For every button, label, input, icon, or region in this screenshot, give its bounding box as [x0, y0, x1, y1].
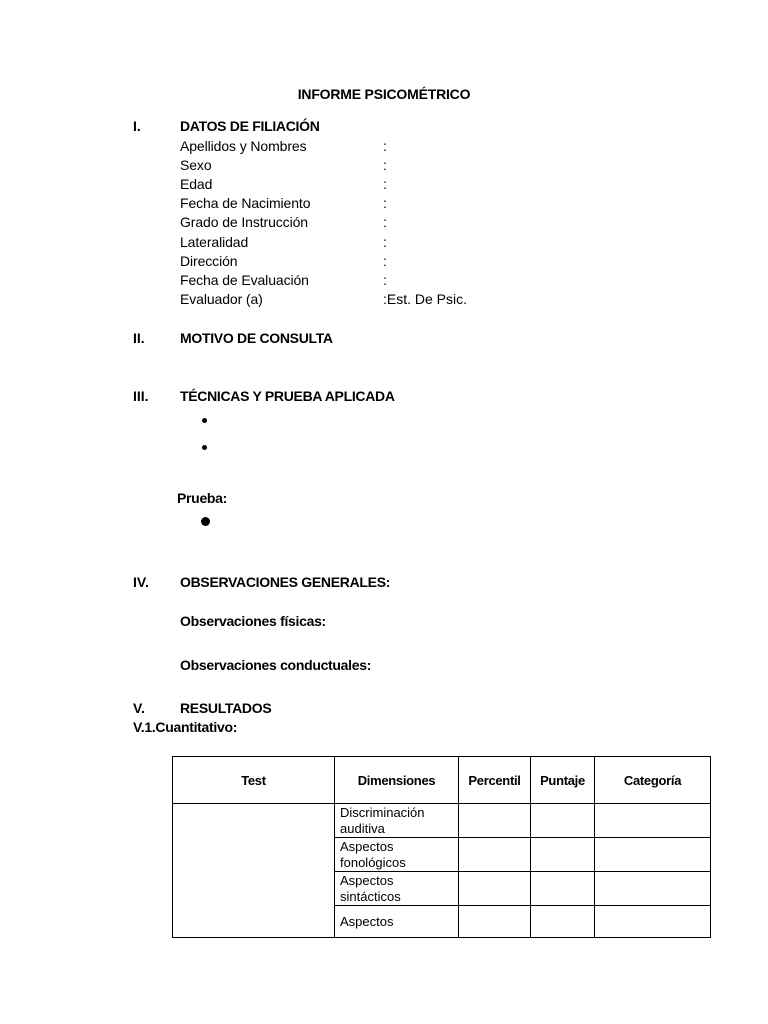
prueba-label: Prueba:	[177, 490, 228, 506]
categoria-cell	[595, 804, 711, 838]
percentil-cell	[459, 838, 531, 872]
header-dimensiones: Dimensiones	[335, 757, 459, 804]
dimension-cell: Discriminación auditiva	[335, 804, 459, 838]
field-label-fecha-evaluacion: Fecha de Evaluación	[180, 272, 309, 288]
bullet-icon	[202, 445, 207, 450]
field-label-sexo: Sexo	[180, 157, 212, 173]
section-2-title: MOTIVO DE CONSULTA	[180, 330, 333, 346]
field-value-lateralidad: :	[383, 234, 387, 250]
field-label-grado-instruccion: Grado de Instrucción	[180, 214, 308, 230]
puntaje-cell	[531, 906, 595, 938]
categoria-cell	[595, 838, 711, 872]
field-label-fecha-nacimiento: Fecha de Nacimiento	[180, 195, 311, 211]
field-value-grado-instruccion: :	[383, 214, 387, 230]
field-value-direccion: :	[383, 253, 387, 269]
dimension-cell: Aspectos fonológicos	[335, 838, 459, 872]
section-4-title: OBSERVACIONES GENERALES:	[180, 574, 391, 590]
observaciones-conductuales-label: Observaciones conductuales:	[180, 657, 372, 673]
puntaje-cell	[531, 838, 595, 872]
field-value-evaluador: :Est. De Psic.	[383, 291, 468, 307]
field-label-edad: Edad	[180, 176, 213, 192]
field-value-fecha-evaluacion: :	[383, 272, 387, 288]
results-table	[172, 756, 711, 938]
field-value-sexo: :	[383, 157, 387, 173]
field-label-apellidos: Apellidos y Nombres	[180, 138, 307, 154]
bullet-icon	[201, 517, 210, 526]
field-label-lateralidad: Lateralidad	[180, 234, 249, 250]
cuantitativo-subtitle: V.1.Cuantitativo:	[133, 719, 238, 735]
dimension-cell: Aspectos sintácticos	[335, 872, 459, 906]
puntaje-cell	[531, 872, 595, 906]
section-2-number: II.	[133, 330, 145, 346]
percentil-cell	[459, 906, 531, 938]
field-value-edad: :	[383, 176, 387, 192]
field-label-evaluador: Evaluador (a)	[180, 291, 263, 307]
percentil-cell	[459, 804, 531, 838]
puntaje-cell	[531, 804, 595, 838]
table-header-row	[173, 757, 711, 804]
bullet-icon	[202, 418, 207, 423]
field-label-direccion: Dirección	[180, 253, 238, 269]
categoria-cell	[595, 872, 711, 906]
section-4-number: IV.	[133, 574, 149, 590]
observaciones-fisicas-label: Observaciones físicas:	[180, 613, 326, 629]
section-3-title: TÉCNICAS Y PRUEBA APLICADA	[180, 388, 395, 404]
header-percentil: Percentil	[459, 757, 531, 804]
document-title: INFORME PSICOMÉTRICO	[297, 86, 471, 102]
header-test: Test	[173, 757, 335, 804]
dimension-cell: Aspectos	[335, 906, 459, 938]
percentil-cell	[459, 872, 531, 906]
section-1-number: I.	[133, 118, 141, 134]
section-3-number: III.	[133, 388, 149, 404]
section-1-title: DATOS DE FILIACIÓN	[180, 118, 320, 134]
header-categoria: Categoría	[595, 757, 711, 804]
section-5-number: V.	[133, 700, 145, 716]
section-5-title: RESULTADOS	[180, 700, 272, 716]
field-value-apellidos: :	[383, 138, 387, 154]
test-cell	[173, 804, 335, 938]
categoria-cell	[595, 906, 711, 938]
header-puntaje: Puntaje	[531, 757, 595, 804]
field-value-fecha-nacimiento: :	[383, 195, 387, 211]
table-row	[173, 804, 711, 838]
